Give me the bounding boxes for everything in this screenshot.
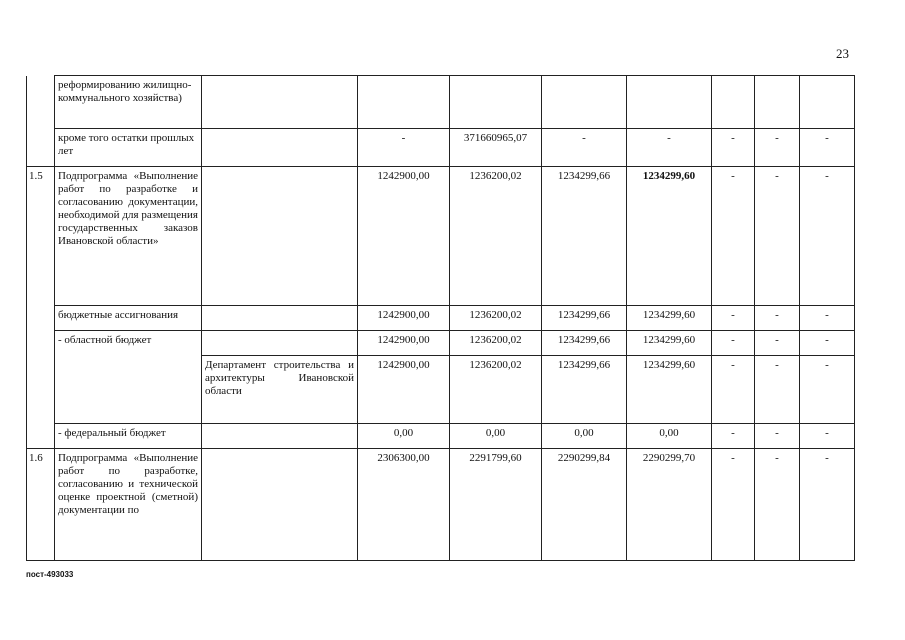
value-cell: 1236200,02 xyxy=(450,331,542,356)
table-row xyxy=(27,167,855,306)
row-name: Подпрограмма «Выполнение работ по разработке и согласованию документации, необходимой для размещения государственных заказов Ивановской области» xyxy=(58,170,198,247)
value-cell: 1242900,00 xyxy=(358,356,450,424)
value-cell: 1236200,02 xyxy=(450,356,542,424)
row-number-cell xyxy=(27,331,55,356)
value-cell: 0,00 xyxy=(542,424,627,449)
row-name-cell xyxy=(55,167,202,306)
value-cell: - xyxy=(627,129,712,167)
row-name: Подпрограмма «Выполнение работ по разработке, согласованию и технической оценке проектной (сметной) документации по xyxy=(58,452,198,516)
value-cell: 1236200,02 xyxy=(450,306,542,331)
row-name-cell xyxy=(55,356,202,424)
value-cell: - xyxy=(755,331,800,356)
value-cell: - xyxy=(755,424,800,449)
value-cell xyxy=(800,76,855,129)
value-cell: - xyxy=(755,129,800,167)
row-name: кроме того остатки прошлых лет xyxy=(58,132,195,157)
value-cell: - xyxy=(800,356,855,424)
value-cell: 1234299,60 xyxy=(627,356,712,424)
executor-cell xyxy=(202,424,358,449)
value-cell: - xyxy=(712,424,755,449)
value-cell: - xyxy=(800,424,855,449)
executor-cell xyxy=(202,129,358,167)
page-number: 23 xyxy=(836,46,849,61)
row-name-cell xyxy=(55,424,202,449)
value-cell: - xyxy=(712,129,755,167)
value-cell xyxy=(450,76,542,129)
value-cell: - xyxy=(542,129,627,167)
value-cell: 1234299,60 xyxy=(627,167,712,306)
row-number-cell xyxy=(27,306,55,331)
executor-name: Департамент строительства и архитектуры Ивановской области xyxy=(205,359,354,397)
value-cell: 0,00 xyxy=(450,424,542,449)
value-cell: - xyxy=(712,449,755,561)
executor-cell xyxy=(202,167,358,306)
value-cell: - xyxy=(755,449,800,561)
row-name: - областной бюджет xyxy=(58,334,152,346)
row-name: - федеральный бюджет xyxy=(58,427,166,439)
row-name-cell xyxy=(55,76,202,129)
table-row xyxy=(27,129,855,167)
footer-code: пост-493033 xyxy=(26,570,74,579)
value-cell: 1242900,00 xyxy=(358,306,450,331)
row-name-cell xyxy=(55,331,202,356)
row-name: бюджетные ассигнования xyxy=(58,309,179,321)
row-number-cell xyxy=(27,424,55,449)
row-number: 1.5 xyxy=(27,167,55,306)
value-cell: 1234299,66 xyxy=(542,331,627,356)
value-cell: 1242900,00 xyxy=(358,167,450,306)
value-cell xyxy=(627,76,712,129)
value-cell: - xyxy=(712,167,755,306)
table-row xyxy=(27,76,855,129)
value-cell: 1236200,02 xyxy=(450,167,542,306)
row-name-cell xyxy=(55,129,202,167)
value-cell: - xyxy=(712,306,755,331)
value-cell: 0,00 xyxy=(358,424,450,449)
value-cell: 371660965,07 xyxy=(450,129,542,167)
value-cell: - xyxy=(800,129,855,167)
row-name: реформированию жилищно-коммунального хозяйства) xyxy=(58,79,192,104)
value-cell xyxy=(755,76,800,129)
value-cell: - xyxy=(755,356,800,424)
value-cell: 1234299,66 xyxy=(542,167,627,306)
budget-table xyxy=(26,75,855,561)
value-cell: 2290299,84 xyxy=(542,449,627,561)
row-number-cell xyxy=(27,129,55,167)
executor-cell xyxy=(202,76,358,129)
value-cell: - xyxy=(712,356,755,424)
value-cell: - xyxy=(358,129,450,167)
row-number: 1.6 xyxy=(27,449,55,561)
value-cell xyxy=(358,76,450,129)
value-cell: 1234299,60 xyxy=(627,331,712,356)
table-row xyxy=(27,449,855,561)
value-cell: - xyxy=(755,167,800,306)
value-cell: 1242900,00 xyxy=(358,331,450,356)
value-cell: - xyxy=(800,449,855,561)
value-cell: - xyxy=(800,331,855,356)
value-cell xyxy=(712,76,755,129)
executor-cell xyxy=(202,449,358,561)
value-cell: - xyxy=(755,306,800,331)
value-cell: 2306300,00 xyxy=(358,449,450,561)
table-row xyxy=(27,331,855,356)
value-cell: - xyxy=(800,167,855,306)
value-cell: 1234299,66 xyxy=(542,356,627,424)
value-cell: 2290299,70 xyxy=(627,449,712,561)
value-cell: - xyxy=(712,331,755,356)
value-cell: 0,00 xyxy=(627,424,712,449)
value-cell: 1234299,60 xyxy=(627,306,712,331)
value-cell: 1234299,66 xyxy=(542,306,627,331)
table-row xyxy=(27,356,855,424)
value-cell xyxy=(542,76,627,129)
row-name-cell xyxy=(55,449,202,561)
table-row xyxy=(27,424,855,449)
row-name-cell xyxy=(55,306,202,331)
table-row xyxy=(27,306,855,331)
row-number-cell xyxy=(27,356,55,424)
value-cell: - xyxy=(800,306,855,331)
value-cell: 2291799,60 xyxy=(450,449,542,561)
executor-cell xyxy=(202,306,358,331)
executor-cell xyxy=(202,331,358,356)
row-number-cell xyxy=(27,76,55,129)
executor-cell xyxy=(202,356,358,424)
